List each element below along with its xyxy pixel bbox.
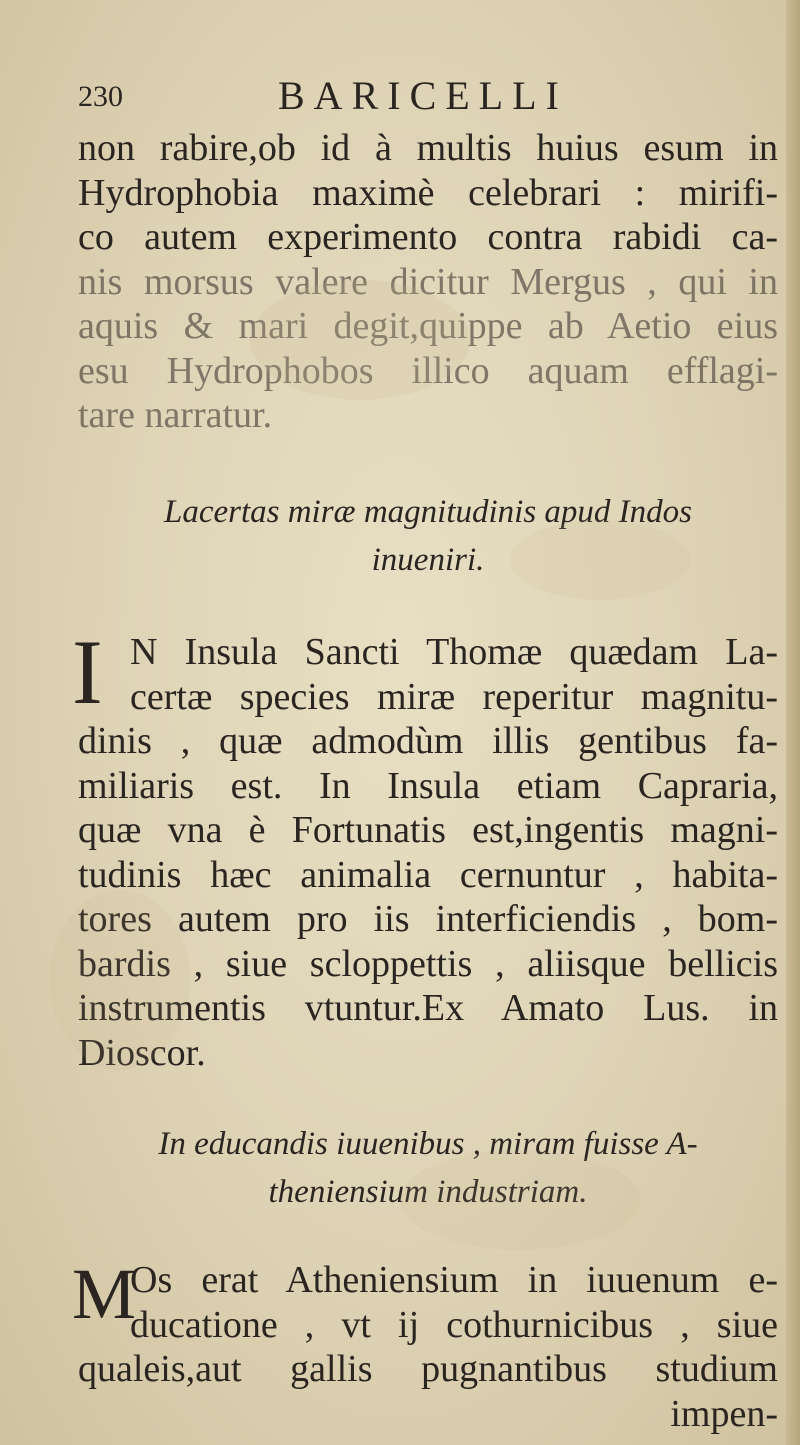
heading-line: Lacertas miræ magnitudinis apud Indos — [163, 494, 693, 530]
running-head: BARICELLI — [278, 73, 568, 118]
text-line: dinis , quæ admodùm illis gentibus fa- — [78, 720, 778, 762]
text-line: co autem experimento contra rabidi ca- — [78, 216, 778, 258]
text-line: Dioscor. — [78, 1031, 206, 1074]
section-heading-athenians — [78, 1120, 778, 1216]
text-line: certæ species miræ reperitur magnitu- — [130, 675, 778, 718]
text-line: nis morsus valere dicitur Mergus , qui in — [78, 260, 778, 303]
heading-line: inueniri. — [371, 542, 485, 578]
paragraph-lizards — [72, 621, 778, 1075]
continued-paragraph — [78, 126, 778, 438]
text-line: quæ vna è Fortunatis est,ingentis magni- — [78, 809, 778, 851]
text-line: esu Hydrophobos illico aquam efflagi- — [78, 349, 778, 392]
page-number: 230 — [78, 80, 123, 113]
text-line: tores autem pro iis interficiendis , bom- — [78, 898, 778, 940]
text-line: aquis & mari degit,quippe ab Aetio eius — [78, 305, 778, 347]
text-line: Hydrophobia maximè celebrari : mirifi- — [78, 171, 778, 214]
drop-cap: I — [72, 621, 103, 723]
drop-cap: M — [72, 1254, 137, 1334]
page-edge — [786, 0, 800, 1445]
paragraph-athenians — [72, 1254, 778, 1436]
section-heading-lizards — [78, 488, 778, 584]
text-line: Os erat Atheniensium in iuuenum e- — [130, 1259, 778, 1301]
heading-line: In educandis iuuenibus , miram fuisse A- — [158, 1126, 698, 1162]
text-line: tare narratur. — [78, 394, 273, 436]
catchword: impen- — [670, 1392, 778, 1435]
text-line: non rabire,ob id à multis huius esum in — [78, 127, 778, 169]
text-line: ducatione , vt ij cothurnicibus , siue — [130, 1303, 778, 1346]
heading-line: theniensium industriam. — [268, 1174, 588, 1210]
page-header — [78, 72, 738, 122]
text-line: tudinis hæc animalia cernuntur , habita- — [78, 853, 778, 896]
text-line: instrumentis vtuntur.Ex Amato Lus. in — [78, 987, 778, 1029]
text-line: bardis , siue scloppettis , aliisque bellicis — [78, 942, 778, 985]
text-line: qualeis,aut gallis pugnantibus studium — [78, 1348, 778, 1390]
text-line: miliaris est. In Insula etiam Capraria, — [78, 764, 778, 807]
text-line: N Insula Sancti Thomæ quædam La- — [130, 631, 778, 673]
